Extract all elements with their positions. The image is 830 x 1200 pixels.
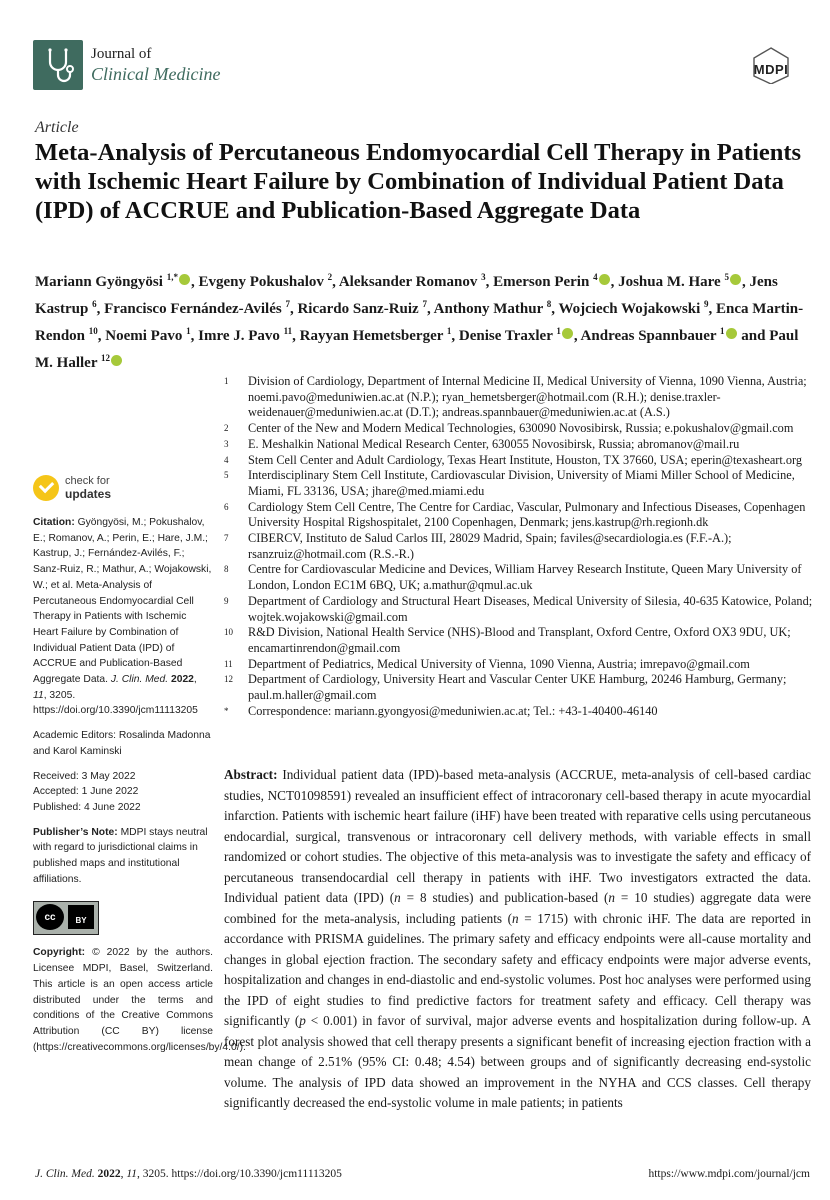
affiliation-number: 6 — [224, 501, 229, 512]
author-affiliation-number: 10 — [88, 326, 98, 336]
affiliation-text: Center of the New and Modern Medical Technologies, 630090 Novosibirsk, Russia; e.pokushalov@gmail.com — [248, 421, 794, 436]
author-name: Rayyan Hemetsberger — [299, 328, 444, 344]
abstract-n-1: n — [394, 890, 401, 905]
affiliation — [224, 704, 814, 720]
author[interactable] — [558, 301, 708, 317]
author-name: Andreas Spannbauer — [580, 328, 717, 344]
orcid-icon[interactable] — [562, 328, 573, 339]
footer-journal: J. Clin. Med. — [35, 1168, 95, 1180]
received-date: Received: 3 May 2022 — [33, 770, 136, 782]
affiliation-number: 8 — [224, 564, 229, 575]
footer-volume: 11 — [126, 1168, 138, 1180]
author-affiliation-number: 7 — [285, 299, 290, 309]
affiliation — [224, 437, 814, 453]
affiliation — [224, 672, 814, 703]
author[interactable] — [581, 328, 738, 344]
copyright-label: Copyright: — [33, 947, 86, 959]
author-affiliation-number: 11 — [283, 326, 293, 336]
affiliation-text: E. Meshalkin National Medical Research Center, 630055 Novosibirsk, Russia; abromanov@mail.ru — [248, 436, 740, 451]
affiliation — [224, 657, 814, 673]
author-name: Denise Traxler — [458, 328, 553, 344]
author-affiliation-number: 4 — [593, 272, 598, 282]
affiliation — [224, 562, 814, 593]
affiliation — [224, 453, 814, 469]
affiliation — [224, 468, 814, 499]
author-name: Aleksander Romanov — [338, 274, 478, 290]
affiliation — [224, 594, 814, 625]
author-name: Evgeny Pokushalov — [198, 274, 324, 290]
author-affiliation-number: 1,* — [166, 272, 178, 282]
author-name: Emerson Perin — [493, 274, 590, 290]
check-updates-icon — [33, 475, 59, 501]
author-name: Imre J. Pavo — [198, 328, 280, 344]
affiliation-text: CIBERCV, Instituto de Salud Carlos III, 28029 Madrid, Spain; faviles@secardiologia.es (F.F.-A.); rsanzruiz@hotmail.com (R.S.-R.) — [248, 531, 732, 561]
author-name: Mariann Gyöngyösi — [35, 274, 163, 290]
orcid-icon[interactable] — [726, 328, 737, 339]
author-name: Anthony Mathur — [433, 301, 543, 317]
affiliation — [224, 500, 814, 531]
check-updates-label-bottom: updates — [65, 487, 112, 501]
affiliation — [224, 531, 814, 562]
author-name: Ricardo Sanz-Ruiz — [297, 301, 419, 317]
affiliation-number: 4 — [224, 454, 229, 465]
journal-name-line2: Clinical Medicine — [91, 64, 221, 84]
affiliation-number: 12 — [224, 674, 233, 685]
orcid-icon[interactable] — [730, 274, 741, 285]
check-for-updates-button[interactable] — [33, 470, 213, 506]
author-affiliation-number: 3 — [481, 272, 486, 282]
author-name: Joshua M. Hare — [618, 274, 721, 290]
affiliation-text: Department of Cardiology and Structural Heart Diseases, Medical University of Silesia, 40-635 Katowice, Poland; wojtek.wojakowski@gmail.com — [248, 593, 813, 624]
author-affiliation-number: 1 — [720, 326, 725, 336]
author-affiliation-number: 6 — [92, 299, 97, 309]
affiliation — [224, 421, 814, 437]
author-name: Paul M. Haller — [35, 328, 799, 371]
author[interactable] — [459, 328, 574, 344]
affiliation-text: R&D Division, National Health Service (NHS)-Blood and Transplant, Oxford Centre, Oxford OX3 9DU, UK; encamartinrendon@gmail.com — [248, 625, 791, 655]
author[interactable] — [104, 301, 290, 317]
author[interactable] — [493, 274, 610, 290]
abstract-text-3: = 10 studies) aggregate data were combined for the meta-analysis, including patients ( — [224, 890, 811, 926]
affiliation-list — [224, 374, 814, 719]
citation: Citation: Gyöngyösi, M.; Pokushalov, E.; Romanov, A.; Perin, E.; Hare, J.M.; Kastrup, J.; Fernández-Avilés, F.; Sanz-Ruiz, R.; Mathur, A.; Wojakowski, W.; et al. Meta-Analysis of Percutaneous Endomyocardial Cell Therapy in Patients with Ischemic Heart Failure by Combination of Individual Patient Data (IPD) of ACCRUE and Publication-Based Aggregate Data. J. Clin. Med. 2022, 11, 3205. https://doi.org/10.3390/jcm11113205 — [33, 517, 212, 717]
author-name: Enca Martin-Rendon — [35, 301, 804, 344]
orcid-icon[interactable] — [111, 355, 122, 366]
author[interactable] — [35, 274, 191, 290]
author-name: Jens Kastrup — [35, 274, 778, 317]
affiliation-text: Division of Cardiology, Department of Internal Medicine II, Medical University of Vienna, 1090 Vienna, Austria; noemi.pavo@meduniwien.ac.at (N.P.); ryan_hemetsberger@hotmail.com (R.H.); denise.traxler-weidenauer@meduniwien.ac.at (D.T.); andreas.spannbauer@meduniwien.ac.at (A.S.) — [248, 374, 807, 420]
dates — [33, 769, 213, 816]
author[interactable] — [198, 274, 332, 290]
accepted-date: Accepted: 1 June 2022 — [33, 786, 139, 798]
abstract-text-1: Individual patient data (IPD)-based meta-analysis (ACCRUE, meta-analysis of cell-based cardiac studies, NCT01098591) revealed an insufficient effect of intracoronary cell-based therapy in acute myocardial infarction. Patients with ischemic heart failure (iHF) have been treated with reparative cells using percutaneous endocardial, surgical, transvenous or intracoronary cell delivery methods, with variable effects in small randomized or cohort studies. The objective of this meta-analysis was to investigate the safety and efficacy of percutaneous transendocardial cell therapy in patients with iHF. Two investigators extracted the data. Individual patient data (IPD) ( — [224, 767, 812, 905]
affiliation — [224, 374, 814, 421]
check-updates-label-top: check for — [65, 475, 110, 487]
article-title: Meta-Analysis of Percutaneous Endomyocardial Cell Therapy in Patients with Ischemic Heart Failure by Combination of Individual Patient Data (IPD) of ACCRUE and Publication-Based Aggregate Data — [35, 139, 802, 224]
abstract-label: Abstract: — [224, 767, 278, 782]
cc-icon: cc — [36, 904, 64, 930]
author-affiliation-number: 2 — [327, 272, 333, 282]
author-affiliation-number: 7 — [422, 299, 427, 309]
affiliation-text: Correspondence: mariann.gyongyosi@meduniwien.ac.at; Tel.: +43-1-40400-46140 — [248, 703, 658, 718]
author-affiliation-number: 1 — [186, 326, 191, 336]
author-affiliation-number: 1 — [446, 326, 452, 336]
affiliation-number: * — [224, 705, 229, 716]
publisher-note-text: MDPI stays neutral with regard to jurisdictional claims in published maps and institutional affiliations. — [33, 826, 208, 885]
affiliation-number: 3 — [224, 438, 229, 449]
orcid-icon[interactable] — [179, 274, 190, 285]
journal-logo — [33, 40, 83, 90]
journal-name-line1: Journal of — [91, 46, 152, 62]
author[interactable] — [198, 328, 292, 344]
page-footer — [35, 1168, 810, 1180]
affiliation-text: Department of Pediatrics, Medical University of Vienna, 1090 Vienna, Austria; imrepavo@gmail.com — [248, 656, 750, 671]
abstract-text-4: = 1715) with chronic iHF. The data are reported in accordance with PRISMA guidelines. The primary safety and efficacy endpoints were all-cause mortality and changes in global ejection fraction. The secondary safety and efficacy endpoints were major adverse events, hospitalization and changes in end-diastolic and end-systolic volumes. Post hoc analyses were performed using the IPD of eight studies to find predictive factors for treatment safety and efficacy. Cell therapy was significantly ( — [224, 910, 811, 1028]
cc-license-badge[interactable] — [33, 901, 99, 935]
footer-doi-link[interactable]: , 3205. https://doi.org/10.3390/jcm11113205 — [137, 1168, 342, 1180]
citation-volume: 11 — [33, 689, 44, 701]
stethoscope-icon — [33, 40, 83, 90]
academic-editors: Academic Editors: Rosalinda Madonna and Karol Kaminski — [33, 730, 211, 757]
abstract-n-3: n — [512, 910, 519, 926]
author-affiliation-number: 5 — [724, 272, 729, 282]
abstract-p-value: p — [299, 1013, 306, 1028]
affiliation-number: 1 — [224, 376, 229, 386]
citation-text: Gyöngyösi, M.; Pokushalov, E.; Romanov, A.; Perin, E.; Hare, J.M.; Kastrup, J.; Fernández-Avilés, F.; Sanz-Ruiz, R.; Mathur, A.; Wojakowski, W.; et al. Meta-Analysis of Percutaneous Endomyocardial Cell Therapy in Patients with Ischemic Heart Failure by Combination of Individual Patient Data (IPD) of ACCRUE and Publication-Based Aggregate Data. — [33, 517, 212, 686]
publisher-note — [33, 825, 213, 888]
citation-doi-link[interactable]: , 3205. https://doi.org/10.3390/jcm11113205 — [33, 689, 198, 717]
abstract-text-5: < 0.001) in favor of survival, major adverse events and hospitalization during follow-up. A forest plot analysis showed that cell therapy presents a significant benefit of increasing ejection fraction with a mean change of 2.51% (95% CI: 0.48; 4.54) between groups and of significantly decreasing end-systolic volume. The analysis of IPD data showed an improvement in the NYHA and CCS classes. Cell therapy significantly decreased the end-systolic volume in male patients; in patients — [224, 1013, 811, 1110]
affiliation-number: 11 — [224, 658, 233, 669]
affiliation-text: Interdisciplinary Stem Cell Institute, Cardiovascular Division, University of Miami Miller School of Medicine, Miami, FL 33136, USA; jhare@med.miami.edu — [248, 468, 795, 498]
footer-journal-url[interactable]: https://www.mdpi.com/journal/jcm — [648, 1168, 810, 1180]
author-affiliation-number: 1 — [556, 326, 561, 336]
abstract — [224, 765, 811, 1114]
author-affiliation-number: 9 — [704, 299, 709, 309]
citation-year: 2022 — [170, 674, 194, 686]
author-affiliation-number: 12 — [100, 353, 110, 363]
author-name: Wojciech Wojakowski — [558, 301, 701, 317]
author-name: Francisco Fernández-Avilés — [104, 301, 282, 317]
affiliation-number: 5 — [224, 470, 229, 481]
affiliation-number: 7 — [224, 533, 229, 544]
author-name: Noemi Pavo — [105, 328, 183, 344]
footer-year: 2022 — [97, 1168, 121, 1180]
citation-journal: J. Clin. Med. — [110, 674, 169, 686]
article-type: Article — [35, 119, 79, 136]
abstract-text-2: = 8 studies) and publication-based ( — [400, 890, 609, 905]
author[interactable] — [105, 328, 190, 344]
affiliation-text: Department of Cardiology, University Heart and Vascular Center UKE Hamburg, 20246 Hamburg, Germany; paul.m.haller@gmail.com — [248, 672, 787, 703]
author[interactable] — [434, 301, 552, 317]
affiliation-text: Cardiology Stem Cell Centre, The Centre for Cardiac, Vascular, Pulmonary and Infectious Diseases, Copenhagen University Hospital Rigshospitalet, 2100 Copenhagen, Denmark; jens.kastrup@rh.regionh.dk — [248, 499, 806, 530]
abstract-n-2: n — [608, 890, 616, 905]
author-list: Mariann Gyöngyösi $^{1,*}$ , Evgeny Pokushalov $^2$, Aleksander Romanov $^3$, Emerson Perin $^4$ , Joshua M. Hare $^5$ , Jens Kastrup $^6$, Francisco Fernández-Avilés $^7$, Ricardo Sanz-Ruiz $^7$, Anthony Mathur $^8$, Wojciech Wojakowski $^9$, Enca Martin-Rendon $^{10}$, Noemi Pavo $^1$, Imre J. Pavo $^{11}$, Rayyan Hemetsberger $^1$, Denise Traxler $^1$ , Andreas Spannbauer $^1$ and Paul M. Haller $^{12}$ — [35, 272, 804, 371]
by-icon: BY — [68, 905, 94, 929]
affiliation-text: Centre for Cardiovascular Medicine and Devices, William Harvey Research Institute, Queen Mary University of London, London EC1M 6BQ, UK; a.mathur@qmul.ac.uk — [248, 562, 802, 593]
affiliation-number: 9 — [224, 595, 229, 606]
author[interactable] — [339, 274, 486, 290]
copyright-text: © 2022 by the authors. Licensee MDPI, Basel, Switzerland. This article is an open access article distributed under the terms and conditions of the Creative Commons Attribution (CC BY) license (https://creativecommons.org/licenses/by/4.0/). — [33, 947, 246, 1053]
affiliation — [224, 625, 814, 656]
publisher-name: MDPI — [753, 62, 789, 77]
affiliation-number: 10 — [224, 627, 233, 638]
journal-name — [91, 44, 220, 84]
author[interactable] — [618, 274, 742, 290]
author-affiliation-number: 8 — [546, 299, 552, 309]
footer-citation: J. Clin. Med. 2022, 11, 3205. https://doi.org/10.3390/jcm11113205 — [35, 1168, 342, 1180]
copyright-notice — [33, 945, 246, 1055]
author[interactable] — [297, 301, 427, 317]
citation-label: Citation: — [33, 517, 75, 528]
affiliation-text: Stem Cell Center and Adult Cardiology, Texas Heart Institute, Houston, TX 37660, USA; eperin@texasheart.org — [248, 452, 803, 467]
publisher-logo — [744, 46, 798, 84]
publisher-note-label: Publisher’s Note: — [33, 826, 118, 838]
orcid-icon[interactable] — [599, 274, 610, 285]
published-date: Published: 4 June 2022 — [33, 801, 141, 813]
author[interactable] — [300, 328, 452, 344]
affiliation-number: 2 — [224, 423, 229, 434]
